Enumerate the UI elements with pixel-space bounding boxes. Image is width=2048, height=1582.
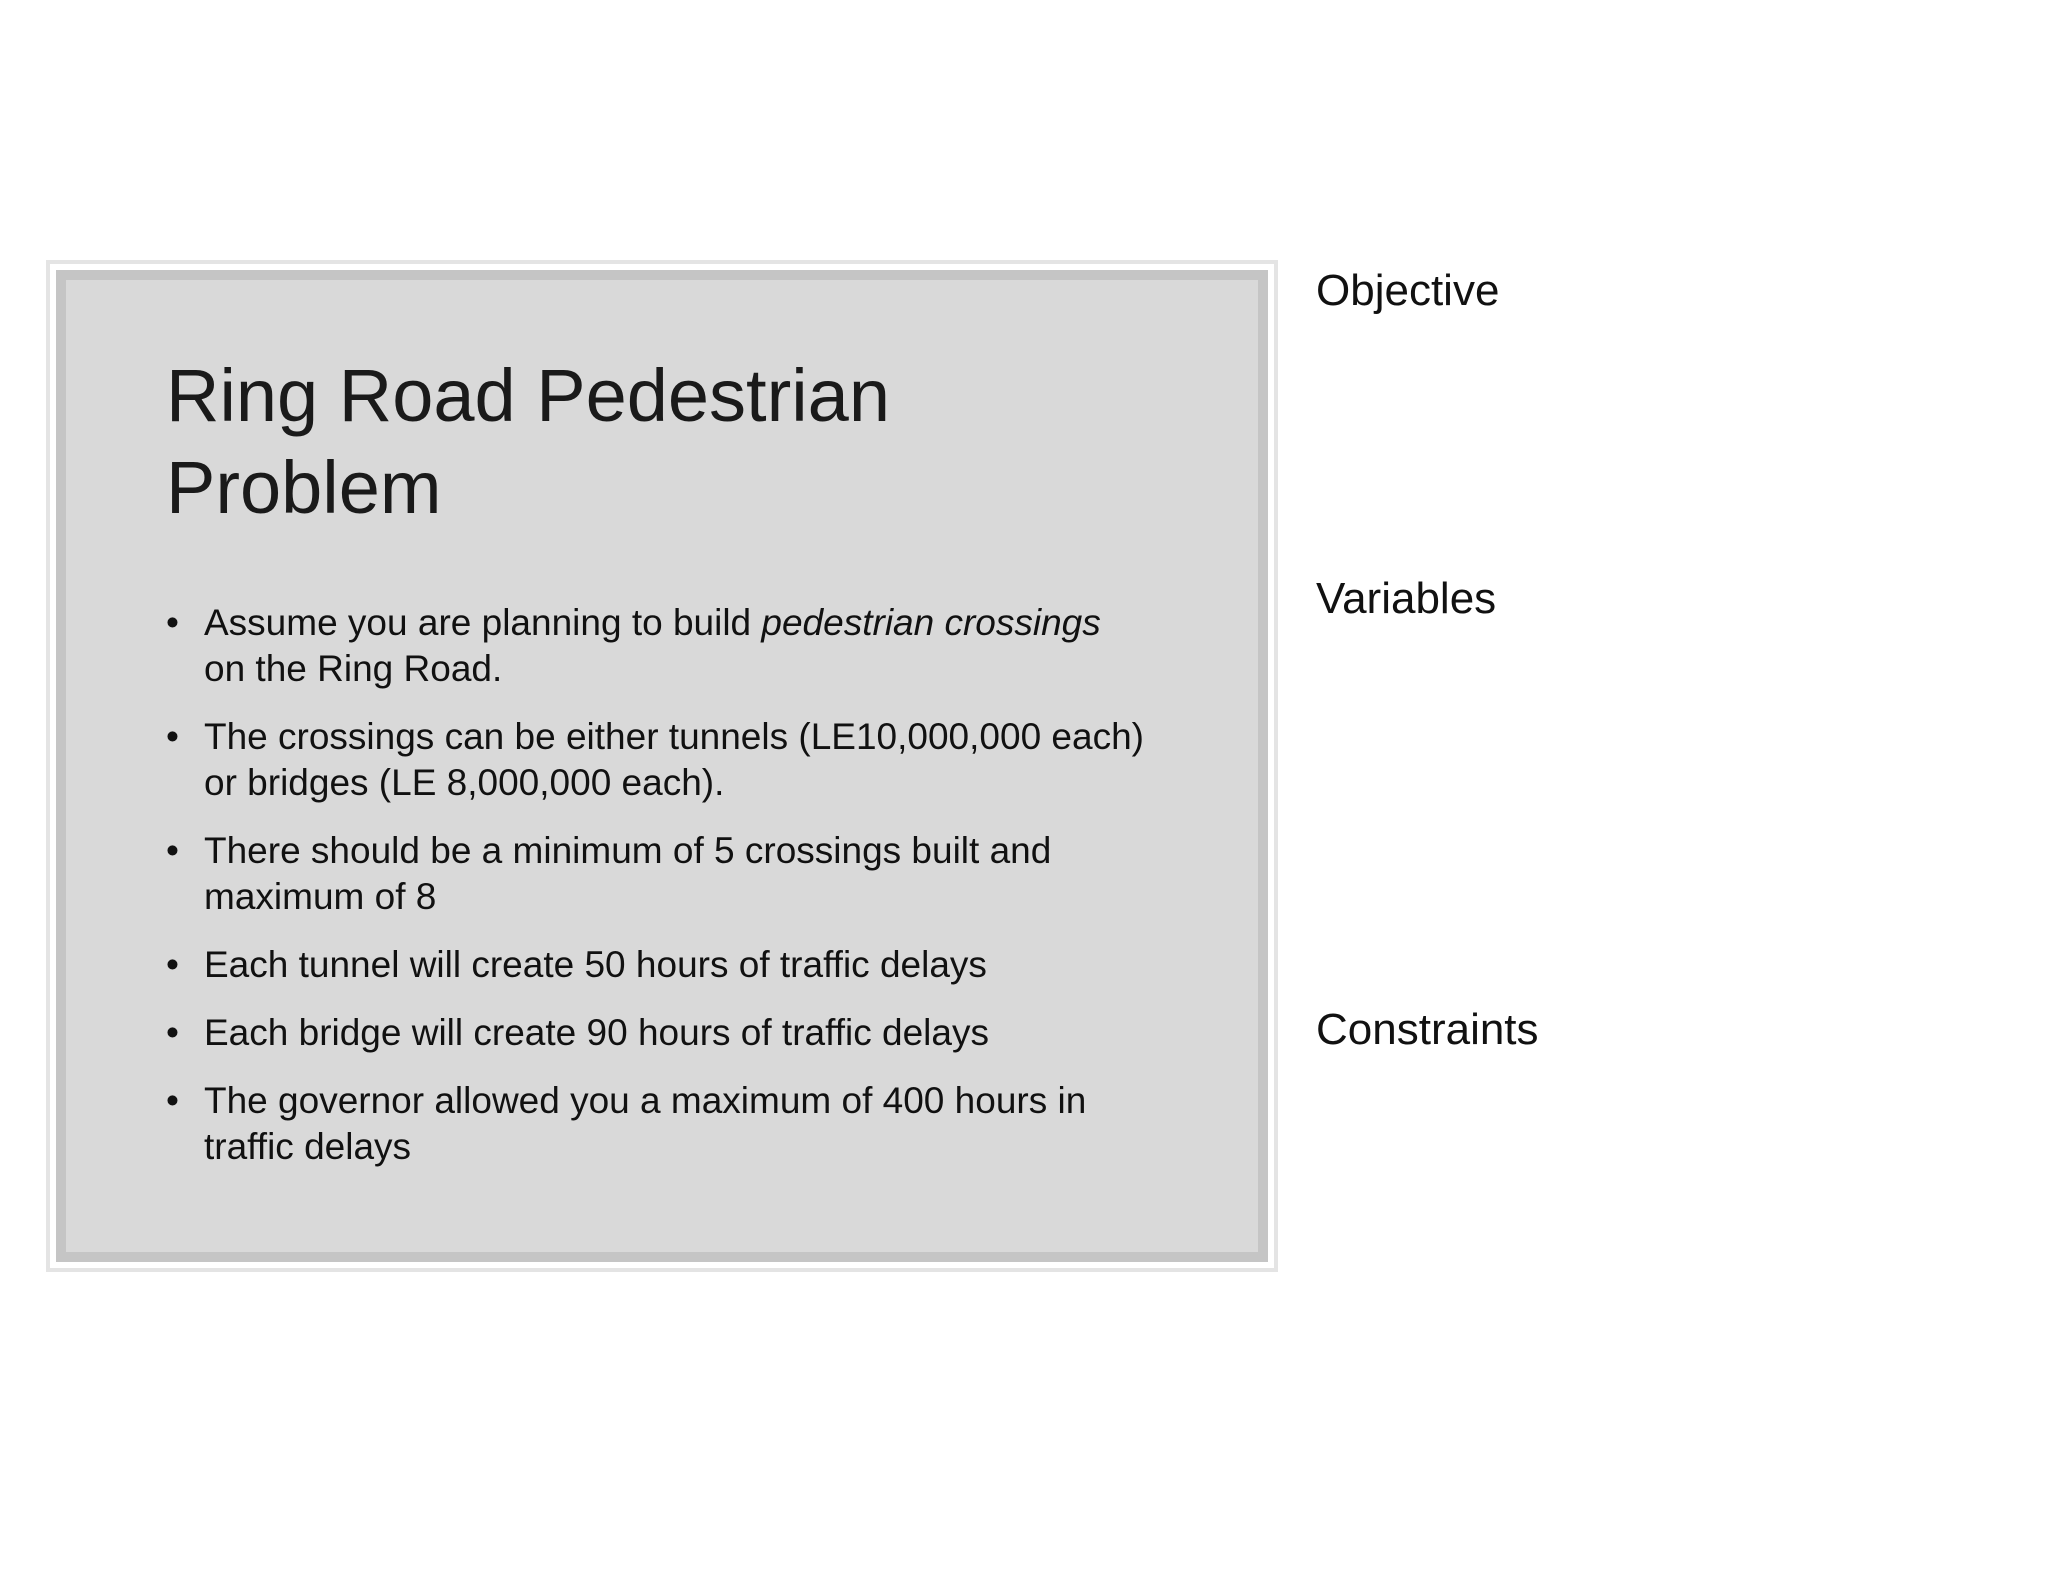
- bullet-item: [166, 1010, 1166, 1056]
- variables-label: Variables: [1316, 574, 1497, 623]
- bullet-marker: •: [166, 602, 179, 643]
- bullet-item: [166, 600, 1166, 692]
- bullet-marker: •: [166, 944, 179, 985]
- bullet-text-continued: traffic delays: [204, 1126, 412, 1167]
- bullet-item: [166, 942, 1166, 988]
- slide-thumbnail: [46, 260, 1278, 1272]
- bullet-item: [166, 828, 1166, 920]
- bullet-text-continued: or bridges (LE 8,000,000 each).: [204, 762, 725, 803]
- constraints-label: Constraints: [1316, 1005, 1539, 1054]
- bullet-marker: •: [166, 1080, 179, 1121]
- slide-title: [166, 350, 1066, 534]
- bullet-item: [166, 1078, 1166, 1170]
- bullet-marker: •: [166, 716, 179, 757]
- bullet-list: [166, 600, 1166, 1192]
- bullet-text: The governor allowed you a maximum of 400 hours in: [204, 1080, 1087, 1121]
- bullet-emphasis: pedestrian crossings: [761, 602, 1101, 643]
- slide-title-line2: Problem: [166, 446, 442, 529]
- bullet-marker: •: [166, 1012, 179, 1053]
- bullet-marker: •: [166, 830, 179, 871]
- bullet-text: Each tunnel will create 50 hours of traffic delays: [204, 944, 987, 985]
- slide-title-line1: Ring Road Pedestrian: [166, 354, 890, 437]
- bullet-text: Assume you are planning to build: [204, 602, 762, 643]
- bullet-text-continued: maximum of 8: [204, 876, 437, 917]
- objective-label: Objective: [1316, 266, 1500, 315]
- bullet-text: The crossings can be either tunnels (LE10,000,000 each): [204, 716, 1144, 757]
- bullet-text: There should be a minimum of 5 crossings built and: [204, 830, 1052, 871]
- bullet-text: Each bridge will create 90 hours of traffic delays: [204, 1012, 989, 1053]
- bullet-text-continued: on the Ring Road.: [204, 648, 503, 689]
- slide-canvas: [56, 270, 1268, 1262]
- bullet-item: [166, 714, 1166, 806]
